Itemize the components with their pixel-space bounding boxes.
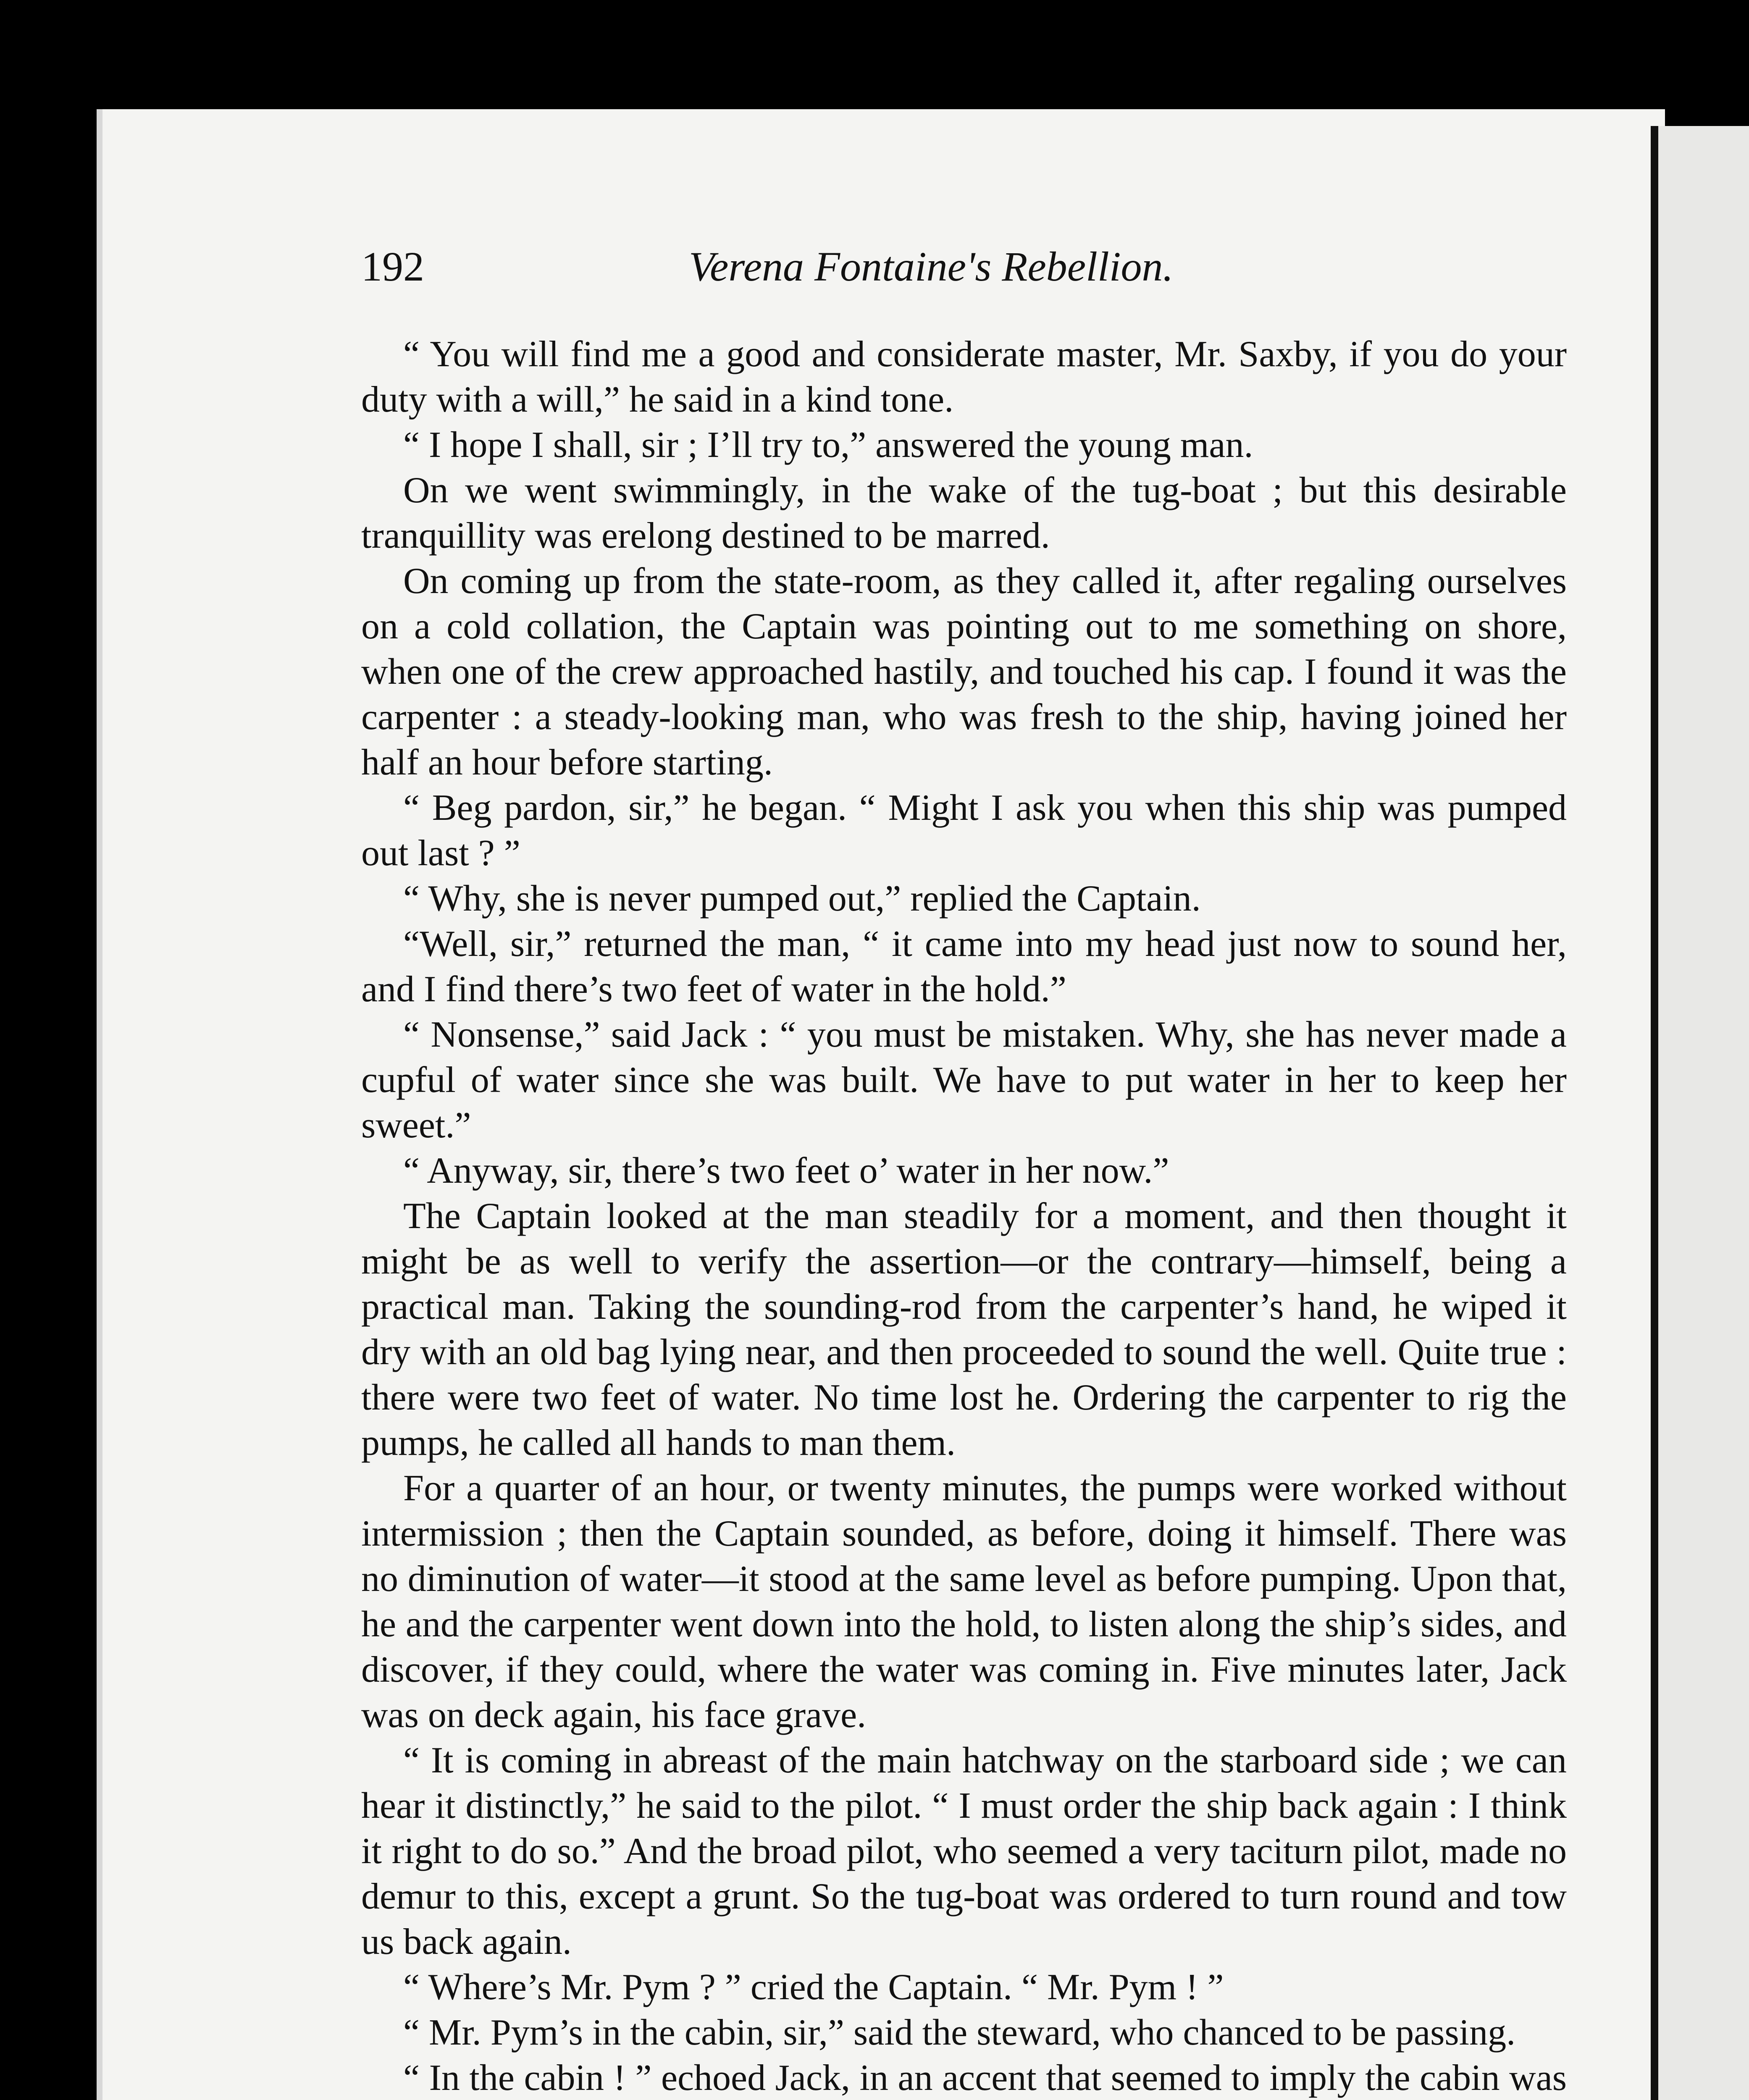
facing-page-edge	[1651, 126, 1749, 2100]
paragraph: “ I hope I shall, sir ; I’ll try to,” answered the young man.	[403, 425, 1253, 465]
paragraph: “ Why, she is never pumped out,” replied the Captain.	[403, 878, 1201, 919]
paragraph: “ It is coming in abreast of the main hatchway on the starboard side ; we can hear it distinctly,” he said to the pilot. “ I must order the ship back again : I think it right to do so.” And the broad pilot, who seemed a very taciturn pilot, made no demur to this, except a grunt. So the tug-boat was ordered to turn round and tow us back again.	[361, 1740, 1567, 1962]
paragraph: “ You will find me a good and considerate master, Mr. Saxby, if you do your duty with a will,” he said in a kind tone.	[361, 334, 1567, 420]
paragraph: On coming up from the state-room, as they called it, after regaling ourselves on a cold collation, the Captain was pointing out to me something on shore, when one of the crew approached hastily, and touched his cap. I found it was the carpenter : a steady-looking man, who was fresh to the ship, having joined her half an hour before starting.	[361, 561, 1567, 783]
running-title: Verena Fontaine's Rebellion.	[689, 243, 1174, 290]
paragraph: The Captain looked at the man steadily for a moment, and then thought it might be as well to verify the assertion—or the contrary—himself, being a practical man. Taking the sounding-rod from the carpenter’s hand, he wiped it dry with an old bag lying near, and then proceeded to sound the well. Quite true : there were two feet of water. No time lost he. Ordering the carpenter to rig the pumps, he called all hands to man them.	[361, 1196, 1567, 1463]
page-number: 192	[361, 243, 424, 290]
paragraph: “ Nonsense,” said Jack : “ you must be mistaken. Why, she has never made a cupful of water since she was built. We have to put water in her to keep her sweet.”	[361, 1014, 1567, 1146]
paragraph: “Well, sir,” returned the man, “ it came into my head just now to sound her, and I find there’s two feet of water in the hold.”	[361, 924, 1567, 1010]
paragraph: “ Where’s Mr. Pym ? ” cried the Captain. “ Mr. Pym ! ”	[403, 1967, 1224, 2008]
running-head	[361, 235, 1621, 298]
paragraph: “ Beg pardon, sir,” he began. “ Might I ask you when this ship was pumped out last ? ”	[361, 788, 1567, 874]
paragraph: “ Anyway, sir, there’s two feet o’ water in her now.”	[403, 1150, 1169, 1191]
paragraph: On we went swimmingly, in the wake of the tug-boat ; but this desirable tranquillity was erelong destined to be marred.	[361, 470, 1567, 556]
paragraph: For a quarter of an hour, or twenty minutes, the pumps were worked without intermission ; then the Captain sounded, as before, doing it himself. There was no diminution of water—it stood at the same level as before pumping. Upon that, he and the carpenter went down into the hold, to listen along the ship’s sides, and discover, if they could, where the water was coming in. Five minutes later, Jack was on deck again, his face grave.	[361, 1468, 1567, 1735]
body-text	[361, 332, 1567, 2100]
paragraph: “ Mr. Pym’s in the cabin, sir,” said the steward, who chanced to be passing.	[403, 2012, 1516, 2053]
paragraph: “ In the cabin ! ” echoed Jack, in an accent that seemed to imply the cabin was	[403, 2058, 1567, 2098]
